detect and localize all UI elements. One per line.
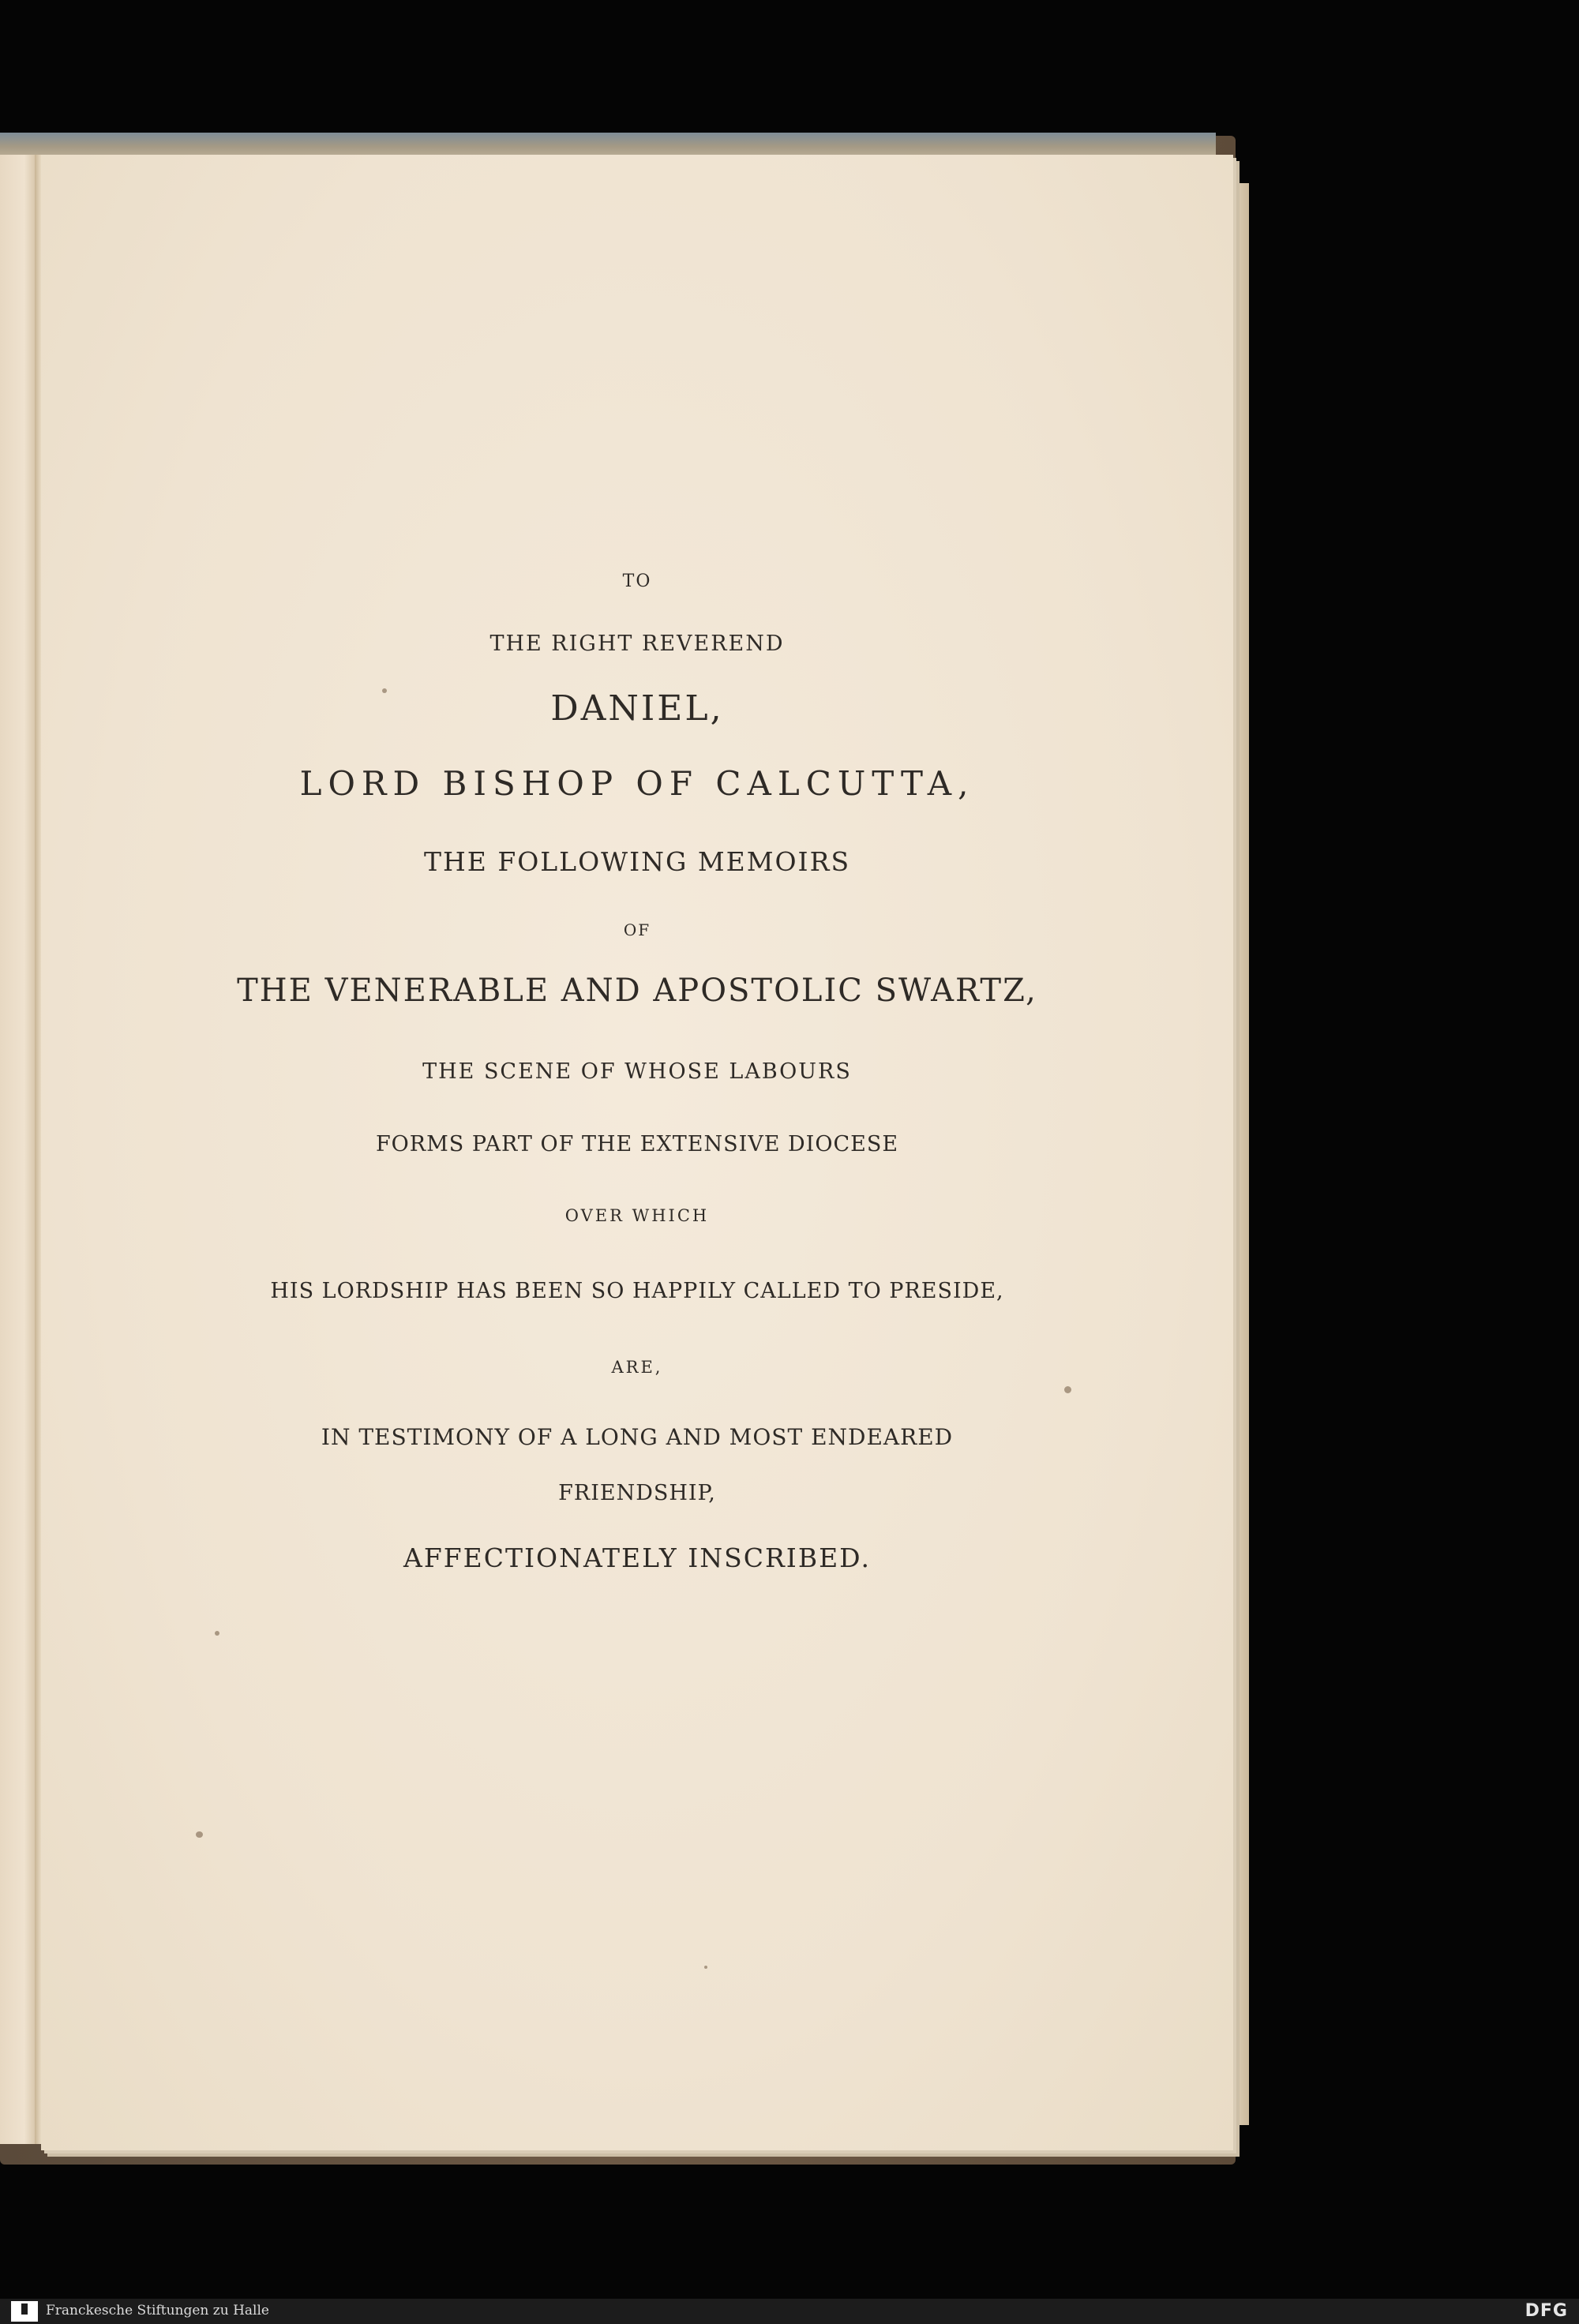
dedication-line-reverend: THE RIGHT REVEREND (489, 632, 785, 656)
dfg-logo: DFG (1525, 2301, 1568, 2321)
institution-label: Franckesche Stiftungen zu Halle (46, 2303, 269, 2318)
footer-bar (0, 2299, 1579, 2324)
paper-speck (196, 1831, 203, 1838)
dedication-line-friendship: FRIENDSHIP, (558, 1481, 716, 1505)
paper-speck (215, 1631, 219, 1636)
dedication-line-inscribed: AFFECTIONATELY INSCRIBED. (403, 1542, 871, 1573)
dedication-line-lordship: HIS LORDSHIP HAS BEEN SO HAPPILY CALLED TO PRESIDE, (270, 1279, 1004, 1303)
page-stack-edge (1233, 183, 1249, 2125)
dedication-line-memoirs: THE FOLLOWING MEMOIRS (423, 846, 851, 877)
franckesche-stiftungen-logo-icon (11, 2301, 38, 2322)
dedication-page (41, 155, 1233, 2150)
left-page-edge (0, 155, 36, 2144)
dedication-line-daniel: DANIEL, (550, 688, 724, 729)
dedication-line-forms: FORMS PART OF THE EXTENSIVE DIOCESE (375, 1132, 899, 1156)
dedication-line-of: OF (623, 920, 651, 939)
paper-speck (382, 688, 387, 693)
dedication-line-swartz: THE VENERABLE AND APOSTOLIC SWARTZ, (237, 973, 1037, 1009)
dedication-text (41, 155, 1233, 2150)
dedication-line-over: OVER WHICH (564, 1206, 710, 1225)
paper-speck (704, 1966, 707, 1969)
paper-speck (1064, 1386, 1071, 1393)
dedication-line-to: TO (622, 572, 652, 591)
dedication-line-bishop: LORD BISHOP OF CALCUTTA, (299, 764, 975, 803)
dedication-line-are: ARE, (611, 1358, 663, 1377)
dedication-line-scene: THE SCENE OF WHOSE LABOURS (422, 1059, 852, 1084)
dedication-line-testimony: IN TESTIMONY OF A LONG AND MOST ENDEARED (321, 1424, 954, 1450)
